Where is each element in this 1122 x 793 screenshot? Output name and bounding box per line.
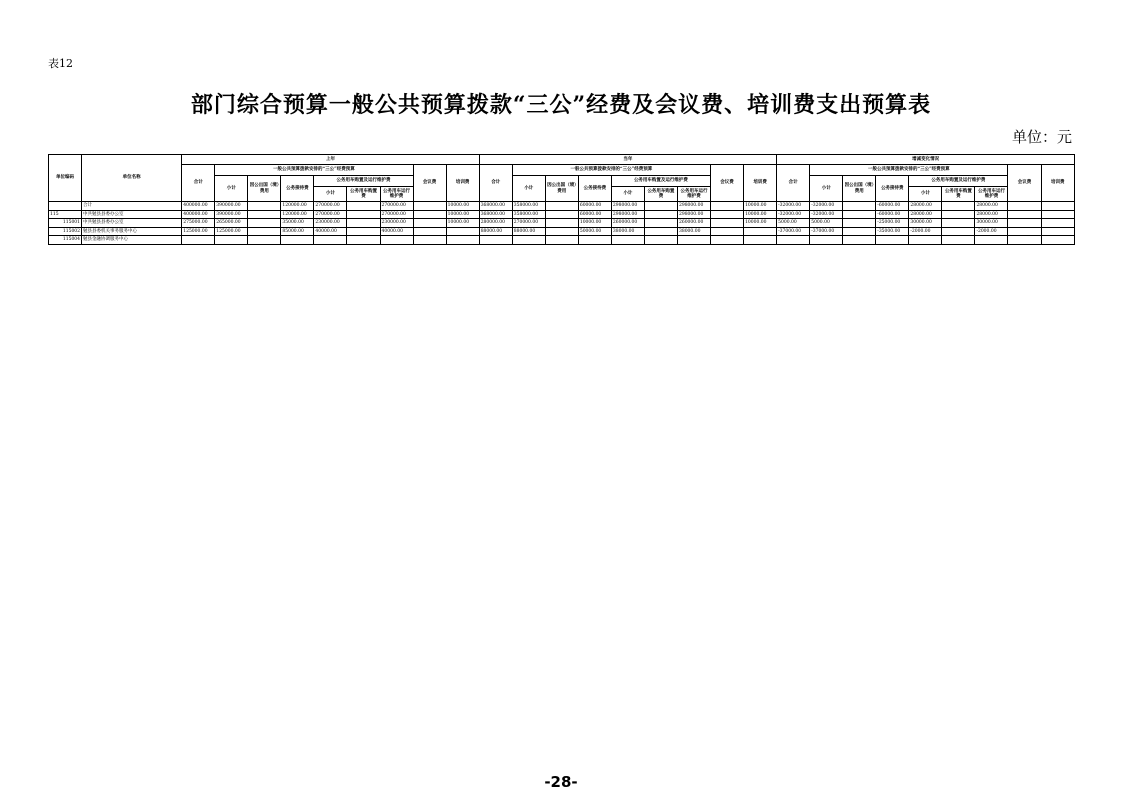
value-cell: 125000.00 [215, 227, 248, 236]
header-subtotal: 小计 [215, 176, 248, 202]
value-cell [512, 236, 545, 245]
header-meeting: 会议费 [1008, 165, 1041, 202]
value-cell: -25000.00 [876, 219, 909, 228]
value-cell [1008, 210, 1041, 219]
unit-name-cell: 中共勉县县委办公室 [82, 210, 182, 219]
header-subtotal: 小计 [810, 176, 843, 202]
unit-code-cell: 115002 [49, 227, 82, 236]
value-cell [413, 219, 446, 228]
value-cell: 60000.00 [578, 202, 611, 211]
value-cell: -2000.00 [975, 227, 1008, 236]
unit-name-cell: 中共勉县县委办公室 [82, 219, 182, 228]
header-abroad: 因公出国（境）费用 [545, 176, 578, 202]
unit-name-cell: 勉县县委机关事务服务中心 [82, 227, 182, 236]
table-row [49, 202, 1075, 211]
value-cell: 270000.00 [314, 210, 347, 219]
header-vehicle: 公务用车购置及运行维护费 [611, 176, 710, 187]
page-title: 部门综合预算一般公共预算拨款“三公”经费及会议费、培训费支出预算表 [190, 92, 932, 118]
value-cell: 30000.00 [975, 219, 1008, 228]
value-cell: -60000.00 [876, 210, 909, 219]
value-cell [942, 202, 975, 211]
table-body [49, 202, 1075, 245]
value-cell [644, 202, 677, 211]
value-cell [1041, 210, 1074, 219]
page-number: -28- [544, 773, 578, 791]
value-cell: 390000.00 [215, 202, 248, 211]
value-cell [975, 236, 1008, 245]
value-cell [644, 236, 677, 245]
value-cell: 10000.00 [446, 210, 479, 219]
unit-code-cell [49, 202, 82, 211]
value-cell [215, 236, 248, 245]
value-cell: 358000.00 [512, 202, 545, 211]
header-vehicle-subtotal: 小计 [909, 187, 942, 202]
value-cell: -60000.00 [876, 202, 909, 211]
header-vehicle: 公务用车购置及运行维护费 [909, 176, 1008, 187]
unit-label: 单位：元 [1011, 128, 1072, 146]
value-cell [611, 236, 644, 245]
value-cell: 35000.00 [281, 219, 314, 228]
value-cell: 40000.00 [380, 227, 413, 236]
value-cell: 298000.00 [611, 210, 644, 219]
value-cell: 280000.00 [479, 219, 512, 228]
header-vehicle: 公务用车购置及运行维护费 [314, 176, 413, 187]
table-number: 表12 [48, 57, 73, 70]
value-cell: 275000.00 [182, 219, 215, 228]
value-cell: 88000.00 [479, 227, 512, 236]
header-sangong: 一般公共预算拨款安排的“三公”经费预算 [215, 165, 413, 176]
header-vehicle-operation: 公务用车运行维护费 [677, 187, 710, 202]
value-cell [182, 236, 215, 245]
header-total: 合计 [777, 165, 810, 202]
header-abroad: 因公出国（境）费用 [843, 176, 876, 202]
table-row [49, 227, 1075, 236]
value-cell: 270000.00 [380, 202, 413, 211]
header-sangong: 一般公共预算拨款安排的“三公”经费预算 [512, 165, 710, 176]
header-unit-name: 单位名称 [82, 155, 182, 202]
table-row [49, 210, 1075, 219]
header-vehicle-purchase: 公务用车购置费 [942, 187, 975, 202]
value-cell [644, 210, 677, 219]
value-cell [413, 210, 446, 219]
value-cell: 10000.00 [446, 219, 479, 228]
value-cell [843, 227, 876, 236]
value-cell [1008, 202, 1041, 211]
value-cell: 28000.00 [975, 202, 1008, 211]
value-cell: 270000.00 [380, 210, 413, 219]
value-cell [248, 227, 281, 236]
value-cell [380, 236, 413, 245]
budget-table-container [48, 154, 1075, 245]
value-cell [1041, 202, 1074, 211]
value-cell [1041, 227, 1074, 236]
value-cell [843, 219, 876, 228]
value-cell [677, 236, 710, 245]
header-total: 合计 [479, 165, 512, 202]
value-cell: 368000.00 [479, 202, 512, 211]
value-cell [545, 202, 578, 211]
value-cell: 85000.00 [281, 227, 314, 236]
value-cell [810, 236, 843, 245]
unit-code-cell: 115001 [49, 219, 82, 228]
header-change: 增减变化情况 [777, 155, 1075, 165]
value-cell: 28000.00 [909, 210, 942, 219]
value-cell [1008, 236, 1041, 245]
value-cell: 88000.00 [512, 227, 545, 236]
value-cell: -2000.00 [909, 227, 942, 236]
header-vehicle-operation: 公务用车运行维护费 [975, 187, 1008, 202]
value-cell: 390000.00 [215, 210, 248, 219]
header-meeting: 会议费 [413, 165, 446, 202]
value-cell [446, 227, 479, 236]
header-unit-code: 单位编码 [49, 155, 82, 202]
value-cell: 270000.00 [512, 219, 545, 228]
value-cell: 10000.00 [744, 210, 777, 219]
value-cell [446, 236, 479, 245]
value-cell: 265000.00 [215, 219, 248, 228]
header-vehicle-subtotal: 小计 [314, 187, 347, 202]
header-training: 培训费 [744, 165, 777, 202]
value-cell: 10000.00 [744, 202, 777, 211]
value-cell: 10000.00 [446, 202, 479, 211]
value-cell: -32000.00 [810, 210, 843, 219]
value-cell [644, 219, 677, 228]
value-cell: 120000.00 [281, 210, 314, 219]
header-total: 合计 [182, 165, 215, 202]
unit-name-cell: 勉县金融协调服务中心 [82, 236, 182, 245]
value-cell [909, 236, 942, 245]
value-cell [413, 202, 446, 211]
value-cell: 125000.00 [182, 227, 215, 236]
value-cell: 38000.00 [611, 227, 644, 236]
value-cell [942, 210, 975, 219]
header-vehicle-purchase: 公务用车购置费 [644, 187, 677, 202]
value-cell [843, 236, 876, 245]
value-cell [777, 236, 810, 245]
value-cell: -32000.00 [810, 202, 843, 211]
value-cell [248, 219, 281, 228]
value-cell: 230000.00 [380, 219, 413, 228]
value-cell [744, 236, 777, 245]
value-cell: 38000.00 [677, 227, 710, 236]
header-training: 培训费 [1041, 165, 1074, 202]
value-cell: 5000.00 [810, 219, 843, 228]
header-vehicle-subtotal: 小计 [611, 187, 644, 202]
value-cell [644, 227, 677, 236]
value-cell: 400000.00 [182, 210, 215, 219]
value-cell: 368000.00 [479, 210, 512, 219]
value-cell [711, 227, 744, 236]
header-vehicle-purchase: 公务用车购置费 [347, 187, 380, 202]
value-cell [347, 210, 380, 219]
header-reception: 公务接待费 [876, 176, 909, 202]
value-cell [1008, 219, 1041, 228]
value-cell [545, 227, 578, 236]
value-cell [248, 236, 281, 245]
value-cell: 28000.00 [975, 210, 1008, 219]
value-cell: 400000.00 [182, 202, 215, 211]
value-cell: 298000.00 [611, 202, 644, 211]
header-abroad: 因公出国（境）费用 [248, 176, 281, 202]
value-cell [942, 219, 975, 228]
value-cell: -32000.00 [777, 210, 810, 219]
value-cell [744, 227, 777, 236]
value-cell [843, 202, 876, 211]
value-cell: 260000.00 [611, 219, 644, 228]
value-cell [843, 210, 876, 219]
unit-code-cell: 115 [49, 210, 82, 219]
value-cell [1041, 236, 1074, 245]
value-cell [876, 236, 909, 245]
value-cell: -37000.00 [810, 227, 843, 236]
value-cell: 358000.00 [512, 210, 545, 219]
value-cell: 30000.00 [909, 219, 942, 228]
value-cell [942, 227, 975, 236]
value-cell: 270000.00 [314, 202, 347, 211]
value-cell [281, 236, 314, 245]
value-cell [347, 227, 380, 236]
value-cell [711, 210, 744, 219]
value-cell [711, 236, 744, 245]
value-cell: 298000.00 [677, 210, 710, 219]
header-reception: 公务接待费 [281, 176, 314, 202]
value-cell: -35000.00 [876, 227, 909, 236]
value-cell: 5000.00 [777, 219, 810, 228]
header-sangong: 一般公共预算拨款安排的“三公”经费预算 [810, 165, 1008, 176]
value-cell [1008, 227, 1041, 236]
value-cell [347, 236, 380, 245]
value-cell: -32000.00 [777, 202, 810, 211]
value-cell [248, 202, 281, 211]
value-cell [711, 219, 744, 228]
header-prev-year: 上年 [182, 155, 479, 165]
value-cell [545, 236, 578, 245]
table-row [49, 236, 1075, 245]
value-cell [314, 236, 347, 245]
header-subtotal: 小计 [512, 176, 545, 202]
header-reception: 公务接待费 [578, 176, 611, 202]
value-cell [711, 202, 744, 211]
value-cell [545, 210, 578, 219]
header-training: 培训费 [446, 165, 479, 202]
unit-code-cell: 115004 [49, 236, 82, 245]
header-meeting: 会议费 [711, 165, 744, 202]
value-cell: 260000.00 [677, 219, 710, 228]
table-row [49, 219, 1075, 228]
value-cell [347, 219, 380, 228]
value-cell [942, 236, 975, 245]
value-cell [578, 236, 611, 245]
header-vehicle-operation: 公务用车运行维护费 [380, 187, 413, 202]
value-cell [347, 202, 380, 211]
budget-table [48, 154, 1075, 245]
unit-name-cell: 合计 [82, 202, 182, 211]
value-cell: -37000.00 [777, 227, 810, 236]
value-cell [545, 219, 578, 228]
header-curr-year: 当年 [479, 155, 776, 165]
value-cell: 120000.00 [281, 202, 314, 211]
value-cell: 298000.00 [677, 202, 710, 211]
value-cell [248, 210, 281, 219]
value-cell [413, 236, 446, 245]
value-cell: 40000.00 [314, 227, 347, 236]
value-cell: 50000.00 [578, 227, 611, 236]
value-cell [1041, 219, 1074, 228]
value-cell: 230000.00 [314, 219, 347, 228]
value-cell [479, 236, 512, 245]
value-cell [413, 227, 446, 236]
value-cell: 10000.00 [578, 219, 611, 228]
value-cell: 60000.00 [578, 210, 611, 219]
value-cell: 28000.00 [909, 202, 942, 211]
value-cell: 10000.00 [744, 219, 777, 228]
